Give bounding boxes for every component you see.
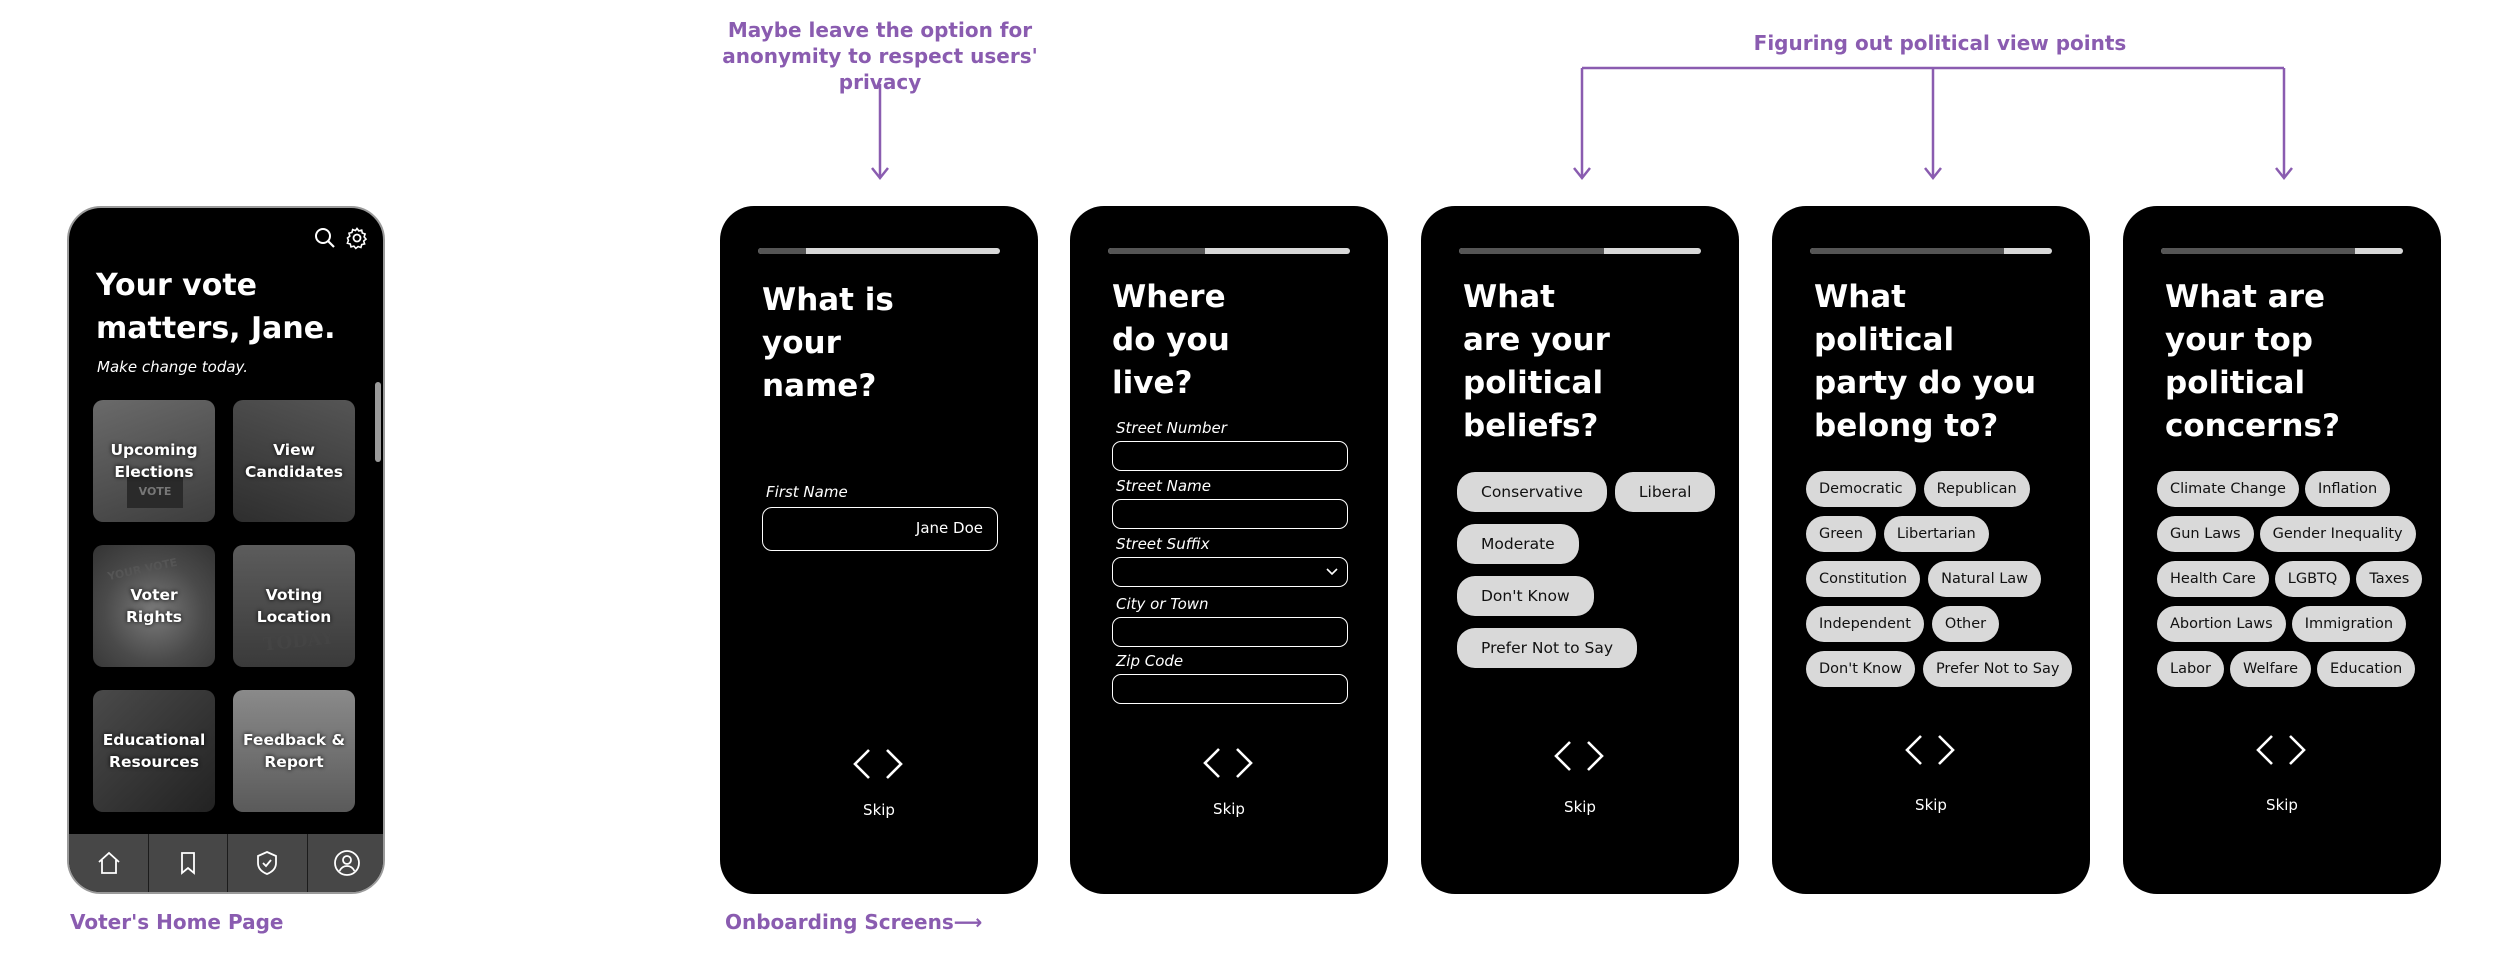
- question-title: What political party do you belong to?: [1814, 279, 2037, 444]
- city-input[interactable]: [1112, 617, 1348, 647]
- progress-bar: [1459, 248, 1701, 254]
- option-chip[interactable]: Democratic: [1806, 471, 1916, 507]
- prev-next-arrows[interactable]: [2123, 730, 2441, 779]
- first-name-value: Jane Doe: [915, 519, 983, 537]
- tile-upcoming-elections[interactable]: [93, 400, 215, 522]
- tile-voter-rights[interactable]: [93, 545, 215, 667]
- concerns-options: [2157, 471, 2433, 687]
- tile-label: Voter Rights: [125, 586, 182, 626]
- prev-next-arrows[interactable]: [1772, 730, 2090, 779]
- question-title: What is your name?: [762, 282, 894, 404]
- onboarding-screen-concerns: [2123, 206, 2441, 894]
- option-chip[interactable]: Green: [1806, 516, 1876, 552]
- option-chip[interactable]: Independent: [1806, 606, 1924, 642]
- question-title: What are your political beliefs?: [1463, 279, 1610, 444]
- option-chip[interactable]: Republican: [1924, 471, 2030, 507]
- onboarding-label: Onboarding Screens⟶: [725, 910, 983, 934]
- progress-bar: [1810, 248, 2052, 254]
- progress-fill: [1108, 248, 1205, 254]
- street-name-input[interactable]: [1112, 499, 1348, 529]
- city-label: City or Town: [1116, 595, 1209, 613]
- option-chip[interactable]: Libertarian: [1884, 516, 1989, 552]
- political-viewpoints-note: Figuring out political view points: [1753, 31, 2127, 55]
- option-chip[interactable]: Natural Law: [1928, 561, 2041, 597]
- skip-button[interactable]: Skip: [1213, 800, 1245, 818]
- tab-home[interactable]: [69, 834, 149, 892]
- street-name-label: Street Name: [1116, 477, 1211, 495]
- shield-check-icon: [253, 849, 281, 877]
- gear-icon[interactable]: [345, 226, 369, 254]
- scrollbar[interactable]: [375, 382, 381, 462]
- option-chip[interactable]: LGBTQ: [2275, 561, 2351, 597]
- prev-next-arrows[interactable]: [1070, 743, 1388, 792]
- chevron-down-icon: [1325, 566, 1339, 578]
- zip-code-input[interactable]: [1112, 674, 1348, 704]
- progress-fill: [2161, 248, 2355, 254]
- tile-feedback-report[interactable]: [233, 690, 355, 812]
- sign-graphic-text: YOUR VOTE: [106, 555, 179, 584]
- home-icon: [95, 849, 123, 877]
- tab-verified[interactable]: [227, 834, 308, 892]
- tile-label: View Candidates: [245, 441, 343, 481]
- annotation-arrows: [0, 0, 2500, 200]
- sign-graphic-text: TODAY: [262, 627, 335, 656]
- tab-bar: [69, 834, 385, 892]
- option-chip[interactable]: Don't Know: [1457, 576, 1594, 616]
- progress-bar: [1108, 248, 1350, 254]
- party-options: [1806, 471, 2076, 687]
- prev-next-arrows[interactable]: [720, 744, 1038, 793]
- progress-bar: [758, 248, 1000, 254]
- tile-label: Voting Location: [256, 586, 332, 626]
- tab-profile[interactable]: [307, 834, 385, 892]
- option-chip[interactable]: Immigration: [2292, 606, 2406, 642]
- tile-voting-location[interactable]: [233, 545, 355, 667]
- street-suffix-select[interactable]: [1112, 557, 1348, 587]
- beliefs-options: [1457, 472, 1717, 668]
- progress-fill: [1810, 248, 2004, 254]
- tile-label: Educational Resources: [102, 731, 206, 771]
- option-chip[interactable]: Inflation: [2305, 471, 2390, 507]
- bookmark-icon: [174, 849, 202, 877]
- question-title: Where do you live?: [1112, 279, 1230, 401]
- option-chip[interactable]: Moderate: [1457, 524, 1579, 564]
- option-chip[interactable]: Prefer Not to Say: [1457, 628, 1637, 668]
- option-chip[interactable]: Don't Know: [1806, 651, 1915, 687]
- skip-button[interactable]: Skip: [863, 801, 895, 819]
- option-chip[interactable]: Education: [2317, 651, 2415, 687]
- option-chip[interactable]: Gender Inequality: [2260, 516, 2416, 552]
- option-chip[interactable]: Constitution: [1806, 561, 1920, 597]
- onboarding-screen-location: [1070, 206, 1388, 894]
- skip-button[interactable]: Skip: [1915, 796, 1947, 814]
- option-chip[interactable]: Conservative: [1457, 472, 1607, 512]
- first-name-label: First Name: [766, 483, 848, 501]
- option-chip[interactable]: Gun Laws: [2157, 516, 2254, 552]
- home-phone: [67, 206, 385, 894]
- progress-bar: [2161, 248, 2403, 254]
- option-chip[interactable]: Taxes: [2356, 561, 2422, 597]
- tile-label: Feedback & Report: [242, 731, 346, 771]
- option-chip[interactable]: Climate Change: [2157, 471, 2299, 507]
- skip-button[interactable]: Skip: [2266, 796, 2298, 814]
- question-title: What are your top political concerns?: [2165, 279, 2340, 444]
- home-page-label: Voter's Home Page: [70, 910, 284, 934]
- option-chip[interactable]: Liberal: [1615, 472, 1716, 512]
- street-number-label: Street Number: [1116, 419, 1227, 437]
- tile-educational-resources[interactable]: [93, 690, 215, 812]
- ballot-box-graphic: VOTE: [127, 476, 183, 508]
- option-chip[interactable]: Health Care: [2157, 561, 2269, 597]
- skip-button[interactable]: Skip: [1564, 798, 1596, 816]
- option-chip[interactable]: Welfare: [2230, 651, 2311, 687]
- option-chip[interactable]: Labor: [2157, 651, 2224, 687]
- profile-icon: [332, 848, 362, 878]
- first-name-input[interactable]: [762, 507, 998, 551]
- option-chip[interactable]: Other: [1932, 606, 1999, 642]
- progress-fill: [1459, 248, 1604, 254]
- search-icon[interactable]: [313, 226, 337, 254]
- option-chip[interactable]: Abortion Laws: [2157, 606, 2286, 642]
- tab-bookmarks[interactable]: [148, 834, 228, 892]
- progress-fill: [758, 248, 806, 254]
- anonymity-note: Maybe leave the option for anonymity to respect users' privacy: [722, 18, 1038, 94]
- street-suffix-label: Street Suffix: [1116, 535, 1210, 553]
- tile-label: Upcoming Elections: [110, 441, 198, 481]
- home-subtitle: Make change today.: [97, 358, 249, 376]
- prev-next-arrows[interactable]: [1421, 736, 1739, 785]
- street-number-input[interactable]: [1112, 441, 1348, 471]
- onboarding-screen-party: [1772, 206, 2090, 894]
- zip-code-label: Zip Code: [1116, 652, 1184, 670]
- option-chip[interactable]: Prefer Not to Say: [1923, 651, 2073, 687]
- onboarding-screen-name: [720, 206, 1038, 894]
- tile-view-candidates[interactable]: [233, 400, 355, 522]
- home-headline: Your vote matters, Jane.: [96, 268, 336, 346]
- onboarding-screen-beliefs: [1421, 206, 1739, 894]
